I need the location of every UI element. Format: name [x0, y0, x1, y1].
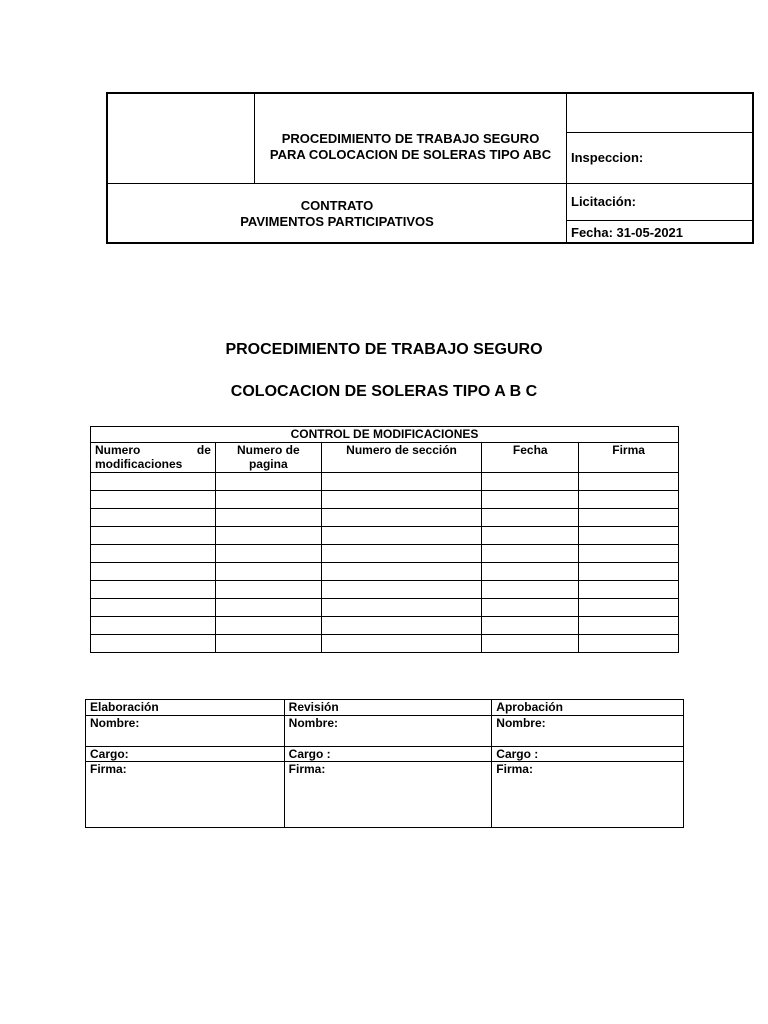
revision-nombre[interactable]: Nombre: — [284, 716, 492, 747]
contrato-block — [108, 198, 566, 230]
table-row — [91, 527, 679, 545]
table-row — [91, 617, 679, 635]
table-cell[interactable] — [91, 617, 216, 635]
elaboracion-firma[interactable]: Firma: — [86, 762, 285, 828]
table-cell[interactable] — [91, 491, 216, 509]
table-row — [91, 599, 679, 617]
table-cell[interactable] — [215, 509, 321, 527]
table-cell[interactable] — [215, 545, 321, 563]
table-cell[interactable] — [482, 581, 579, 599]
col-pagina-line1: Numero de — [236, 443, 300, 457]
table-cell[interactable] — [91, 635, 216, 653]
table-cell[interactable] — [482, 635, 579, 653]
header-title-line2: PARA COLOCACION DE SOLERAS TIPO ABC — [269, 147, 552, 162]
table-cell[interactable] — [482, 545, 579, 563]
licitacion-label: Licitación: — [571, 194, 637, 209]
table-cell[interactable] — [215, 617, 321, 635]
table-cell[interactable] — [91, 563, 216, 581]
table-cell[interactable] — [321, 491, 482, 509]
signatures-table — [85, 699, 684, 828]
table-cell[interactable] — [91, 599, 216, 617]
inspeccion-label: Inspeccion: — [571, 150, 644, 165]
table-cell[interactable] — [91, 527, 216, 545]
revision-cargo[interactable]: Cargo : — [284, 747, 492, 762]
table-row — [91, 509, 679, 527]
document-header — [106, 92, 754, 244]
table-cell[interactable] — [215, 581, 321, 599]
table-cell[interactable] — [482, 473, 579, 491]
col-firma: Firma — [579, 443, 679, 473]
table-cell[interactable] — [321, 599, 482, 617]
table-cell[interactable] — [91, 581, 216, 599]
contrato-line1: CONTRATO — [300, 198, 374, 213]
col-numero-mod-word1: Numero — [95, 443, 141, 457]
col-fecha: Fecha — [482, 443, 579, 473]
table-cell[interactable] — [482, 509, 579, 527]
table-row — [91, 545, 679, 563]
col-numero-modificaciones — [91, 443, 216, 473]
elaboracion-cargo[interactable]: Cargo: — [86, 747, 285, 762]
table-cell[interactable] — [482, 491, 579, 509]
table-cell[interactable] — [482, 563, 579, 581]
fecha-label: Fecha: 31-05-2021 — [571, 225, 684, 240]
table-cell[interactable] — [215, 491, 321, 509]
header-divider — [566, 132, 752, 133]
table-cell[interactable] — [579, 635, 679, 653]
table-cell[interactable] — [482, 527, 579, 545]
revision-firma[interactable]: Firma: — [284, 762, 492, 828]
table-row — [91, 581, 679, 599]
table-cell[interactable] — [321, 563, 482, 581]
table-cell[interactable] — [215, 599, 321, 617]
table-cell[interactable] — [321, 635, 482, 653]
col-numero-mod-word3: modificaciones — [95, 457, 183, 471]
table-cell[interactable] — [579, 491, 679, 509]
elaboracion-nombre[interactable]: Nombre: — [86, 716, 285, 747]
table-row — [91, 635, 679, 653]
table-cell[interactable] — [579, 563, 679, 581]
header-title — [255, 131, 566, 163]
col-numero-seccion: Numero de sección — [321, 443, 482, 473]
aprobacion-firma[interactable]: Firma: — [492, 762, 684, 828]
table-cell[interactable] — [579, 473, 679, 491]
contrato-line2: PAVIMENTOS PARTICIPATIVOS — [240, 214, 434, 229]
table-cell[interactable] — [91, 545, 216, 563]
table-cell[interactable] — [579, 545, 679, 563]
page-subtitle: COLOCACION DE SOLERAS TIPO A B C — [230, 383, 538, 400]
table-cell[interactable] — [579, 509, 679, 527]
table-row — [91, 491, 679, 509]
table-cell[interactable] — [321, 473, 482, 491]
table-cell[interactable] — [579, 527, 679, 545]
table-cell[interactable] — [91, 509, 216, 527]
table-cell[interactable] — [579, 617, 679, 635]
col-pagina-line2: pagina — [248, 457, 288, 471]
table-cell[interactable] — [321, 545, 482, 563]
table-cell[interactable] — [215, 527, 321, 545]
aprobacion-nombre[interactable]: Nombre: — [492, 716, 684, 747]
aprobacion-cargo[interactable]: Cargo : — [492, 747, 684, 762]
revision-header: Revisión — [284, 700, 492, 716]
table-cell[interactable] — [321, 509, 482, 527]
table-row — [91, 563, 679, 581]
col-numero-pagina — [215, 443, 321, 473]
table-cell[interactable] — [215, 473, 321, 491]
aprobacion-header: Aprobación — [492, 700, 684, 716]
table-cell[interactable] — [579, 581, 679, 599]
table-cell[interactable] — [321, 581, 482, 599]
table-cell[interactable] — [579, 599, 679, 617]
table-cell[interactable] — [321, 617, 482, 635]
table-cell[interactable] — [91, 473, 216, 491]
col-numero-mod-word2: de — [196, 443, 211, 457]
header-divider — [566, 220, 752, 221]
modifications-caption: CONTROL DE MODIFICACIONES — [91, 427, 679, 443]
header-divider — [108, 183, 752, 184]
table-cell[interactable] — [215, 635, 321, 653]
page-title: PROCEDIMIENTO DE TRABAJO SEGURO — [225, 341, 543, 358]
table-cell[interactable] — [321, 527, 482, 545]
modifications-table — [90, 426, 679, 653]
table-cell[interactable] — [215, 563, 321, 581]
table-cell[interactable] — [482, 599, 579, 617]
table-cell[interactable] — [482, 617, 579, 635]
table-row — [91, 473, 679, 491]
elaboracion-header: Elaboración — [86, 700, 285, 716]
header-title-line1: PROCEDIMIENTO DE TRABAJO SEGURO — [281, 131, 540, 146]
